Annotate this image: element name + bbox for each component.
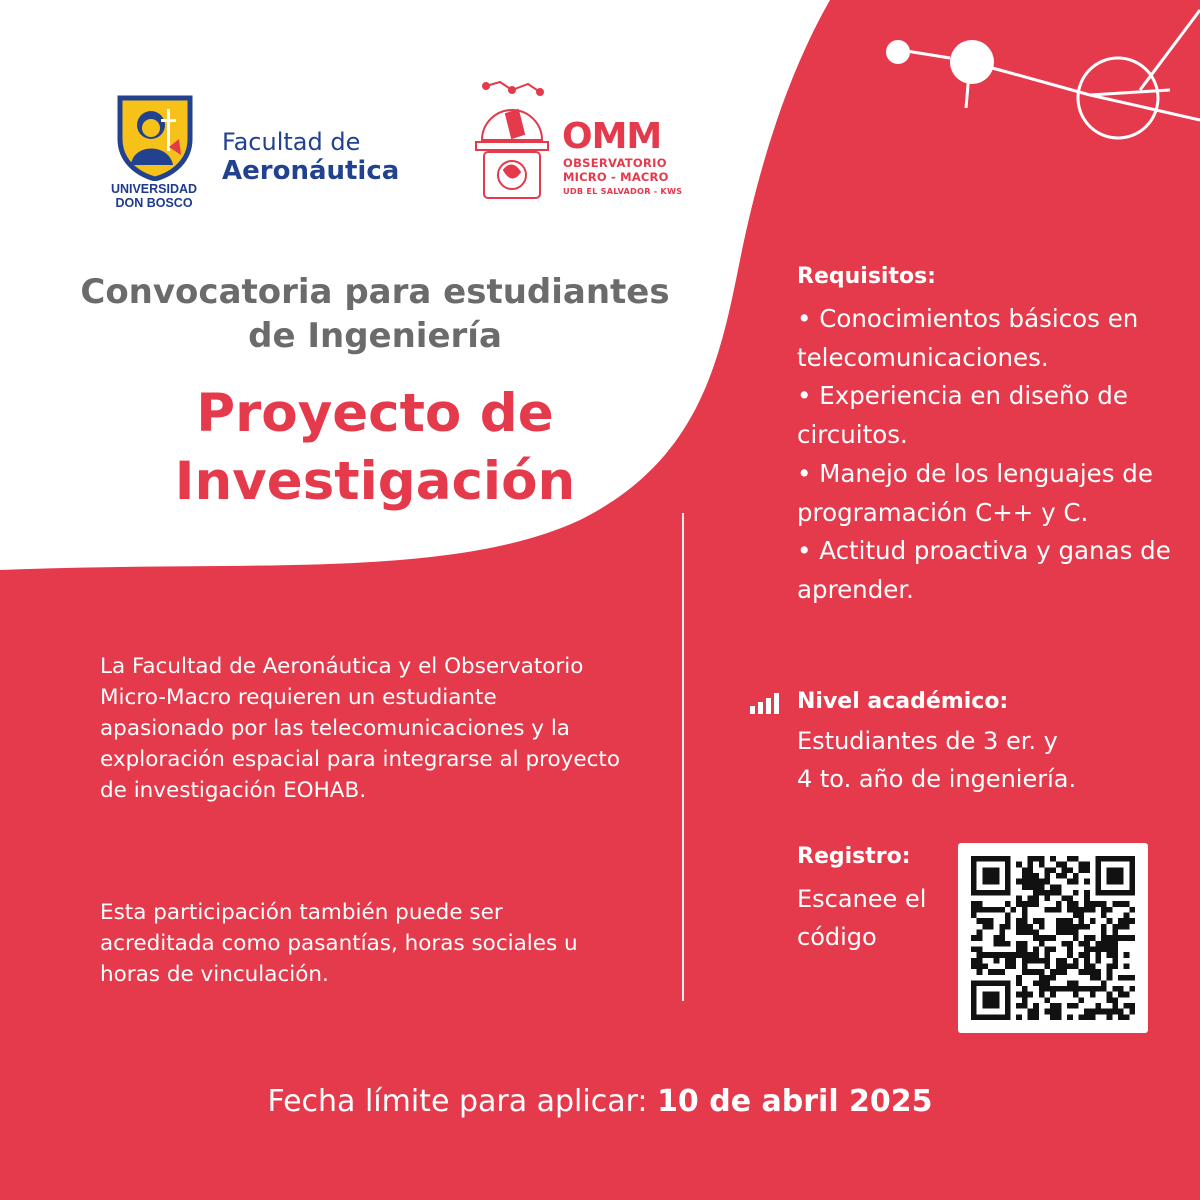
call-heading-line2: de Ingeniería: [248, 316, 502, 356]
registration-line2: código: [797, 923, 877, 951]
registration-line1: Escanee el: [797, 885, 927, 913]
faculty-name-line2: Aeronáutica: [222, 156, 400, 186]
requirement-item: • Conocimientos básicos en telecomunicaciones.: [797, 304, 1139, 372]
udb-name-line2: DON BOSCO: [115, 196, 193, 210]
udb-name-line1: UNIVERSIDAD: [110, 182, 198, 196]
page-title-line2: Investigación: [174, 451, 576, 512]
deadline-label: Fecha límite para aplicar:: [267, 1084, 648, 1119]
omm-name-line3: UDB EL SALVADOR - KWS: [563, 186, 683, 196]
qr-code[interactable]: [958, 843, 1148, 1033]
academic-level-title: Nivel académico:: [797, 689, 1009, 714]
qr-code-icon[interactable]: [971, 856, 1135, 1020]
requirement-item: • Manejo de los lenguajes de programación C++ y C.: [797, 458, 1153, 527]
deadline: [0, 1080, 1200, 1124]
page-title: [30, 380, 720, 516]
requirements-list: [797, 300, 1187, 610]
udb-name: [104, 182, 204, 210]
deadline-date: 10 de abril 2025: [657, 1084, 933, 1119]
description-paragraph-1: La Facultad de Aeronáutica y el Observatorio Micro-Macro requieren un estudiante apasionado por las telecomunicaciones y la exploración espacial para integrarse al proyecto de investigación EOHAB.: [100, 654, 620, 803]
observatory-logo-icon: [468, 80, 558, 210]
constellation-node-icon: [886, 40, 910, 64]
requirement-item: • Experiencia en diseño de circuitos.: [797, 381, 1128, 450]
column-divider: [682, 513, 684, 1001]
call-heading-line1: Convocatoria para estudiantes: [80, 272, 670, 312]
udb-shield-icon: [117, 95, 193, 181]
constellation-node-icon: [950, 40, 994, 84]
page-title-line1: Proyecto de: [196, 383, 554, 444]
academic-level-line2: 4 to. año de ingeniería.: [797, 765, 1077, 793]
faculty-name-line1: Facultad de: [222, 128, 361, 156]
registration-title: Registro:: [797, 844, 911, 869]
omm-name-line1: OBSERVATORIO: [563, 156, 667, 170]
description-paragraph-2: Esta participación también puede ser acreditada como pasantías, horas sociales u horas de vinculación.: [100, 900, 578, 987]
academic-level-line1: Estudiantes de 3 er. y: [797, 727, 1058, 755]
signal-bars-icon: [750, 692, 784, 714]
omm-acronym: OMM: [562, 116, 662, 157]
requirements-title: Requisitos:: [797, 264, 936, 289]
call-heading: [30, 270, 720, 358]
omm-name-line2: MICRO - MACRO: [563, 170, 669, 184]
requirement-item: • Actitud proactiva y ganas de aprender.: [797, 536, 1171, 604]
